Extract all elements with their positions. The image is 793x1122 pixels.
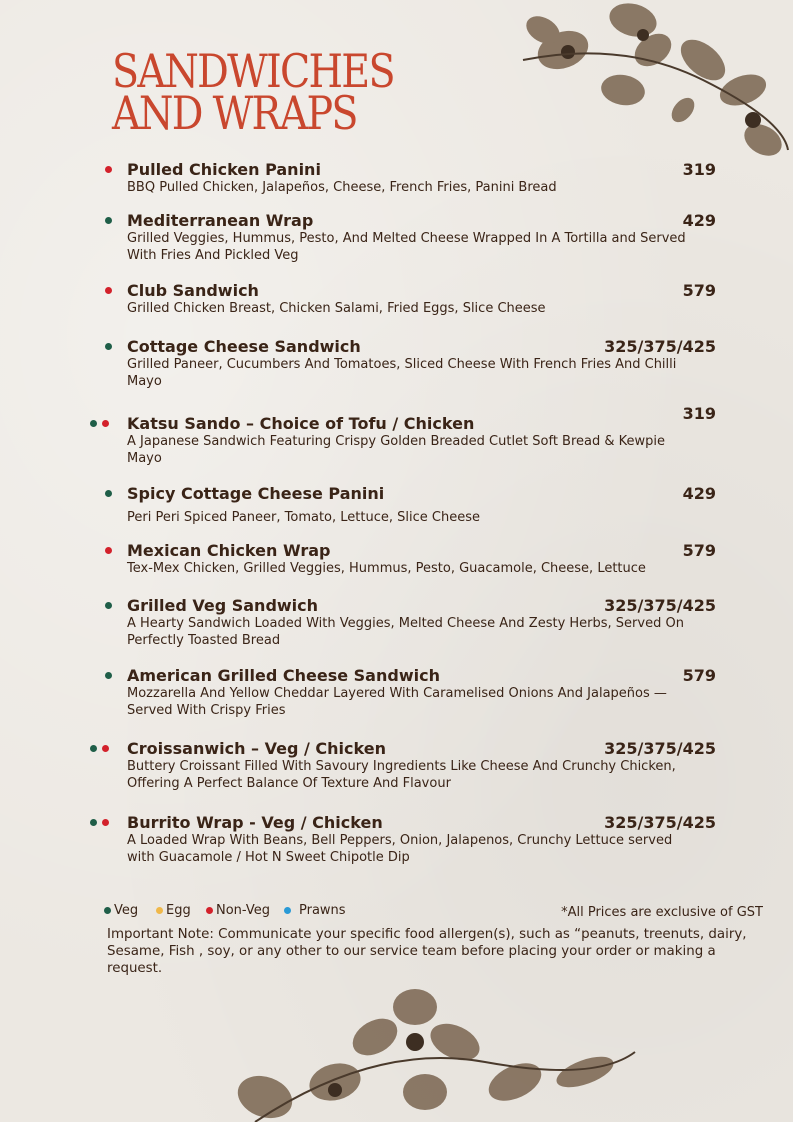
veg-dot-icon — [90, 819, 97, 826]
item-description: Grilled Chicken Breast, Chicken Salami, Fried Eggs, Slice Cheese — [127, 301, 546, 316]
item-price: 429 — [682, 211, 716, 230]
gst-note: *All Prices are exclusive of GST — [561, 905, 763, 920]
title-line-1: SANDWICHES — [112, 44, 394, 98]
item-price: 579 — [682, 281, 716, 300]
item-name: Club Sandwich — [127, 281, 259, 300]
item-name: Mediterranean Wrap — [127, 211, 314, 230]
legend-veg — [104, 903, 138, 918]
diet-indicators — [90, 819, 109, 826]
item-description: Mozzarella And Yellow Cheddar Layered With Caramelised Onions And Jalapeños — Served With Crispy Fries — [127, 686, 667, 718]
veg-dot-icon — [105, 602, 112, 609]
item-price: 319 — [682, 404, 716, 423]
legend-non-veg-label: Non-Veg — [216, 903, 270, 918]
item-description: A Hearty Sandwich Loaded With Veggies, Melted Cheese And Zesty Herbs, Served On Perfectly Toasted Bread — [127, 616, 684, 648]
item-name: Mexican Chicken Wrap — [127, 541, 331, 560]
non-veg-dot-icon — [105, 166, 112, 173]
item-name: Cottage Cheese Sandwich — [127, 337, 361, 356]
diet-indicators — [105, 217, 112, 224]
item-price: 325/375/425 — [604, 337, 716, 356]
non-veg-dot-icon — [105, 547, 112, 554]
legend-veg-label: Veg — [114, 903, 139, 918]
item-name: Croissanwich – Veg / Chicken — [127, 739, 386, 758]
item-price: 319 — [682, 160, 716, 179]
diet-indicators — [105, 343, 112, 350]
veg-dot-icon — [90, 745, 97, 752]
egg-dot-icon — [156, 907, 163, 914]
legend-prawns — [284, 903, 346, 918]
veg-dot-icon — [105, 343, 112, 350]
legend-egg — [156, 903, 191, 918]
item-description: Grilled Veggies, Hummus, Pesto, And Melted Cheese Wrapped In A Tortilla and Served With Fries And Pickled Veg — [127, 231, 686, 263]
legend-egg-label: Egg — [166, 903, 191, 918]
item-name: Katsu Sando – Choice of Tofu / Chicken — [127, 414, 475, 433]
legend-non-veg — [206, 903, 270, 918]
veg-dot-icon — [105, 672, 112, 679]
item-name: Burrito Wrap - Veg / Chicken — [127, 813, 383, 832]
diet-indicators — [90, 420, 109, 427]
diet-indicators — [105, 287, 112, 294]
item-description: Peri Peri Spiced Paneer, Tomato, Lettuce, Slice Cheese — [127, 510, 480, 525]
item-name: Pulled Chicken Panini — [127, 160, 321, 179]
non-veg-dot-icon — [102, 745, 109, 752]
floral-decoration-bottom — [225, 982, 645, 1122]
item-description: Buttery Croissant Filled With Savoury Ingredients Like Cheese And Crunchy Chicken, Offering A Perfect Balance Of Texture And Flavour — [127, 759, 676, 791]
non-veg-dot-icon — [206, 907, 213, 914]
veg-dot-icon — [105, 217, 112, 224]
diet-indicators — [105, 490, 112, 497]
item-name: Grilled Veg Sandwich — [127, 596, 319, 615]
non-veg-dot-icon — [102, 819, 109, 826]
item-price: 325/375/425 — [604, 813, 716, 832]
diet-indicators — [105, 602, 112, 609]
floral-decoration-top — [503, 0, 793, 180]
veg-dot-icon — [104, 907, 111, 914]
item-price: 579 — [682, 541, 716, 560]
diet-indicators — [105, 166, 112, 173]
item-price: 325/375/425 — [604, 739, 716, 758]
non-veg-dot-icon — [105, 287, 112, 294]
diet-indicators — [105, 672, 112, 679]
non-veg-dot-icon — [102, 420, 109, 427]
item-price: 429 — [682, 484, 716, 503]
item-name: American Grilled Cheese Sandwich — [127, 666, 440, 685]
item-price: 325/375/425 — [604, 596, 716, 615]
item-name: Spicy Cottage Cheese Panini — [127, 484, 385, 503]
legend-prawns-label: Prawns — [299, 903, 346, 918]
veg-dot-icon — [90, 420, 97, 427]
allergen-note: Important Note: Communicate your specific food allergen(s), such as “peanuts, treenuts, dairy, Sesame, Fish , soy, or any other to our service team before placing your order or making a request. — [107, 927, 747, 976]
diet-indicators — [90, 745, 109, 752]
diet-indicators — [105, 547, 112, 554]
item-price: 579 — [682, 666, 716, 685]
item-description: Grilled Paneer, Cucumbers And Tomatoes, Sliced Cheese With French Fries And Chilli Mayo — [127, 357, 677, 389]
veg-dot-icon — [105, 490, 112, 497]
item-description: A Japanese Sandwich Featuring Crispy Golden Breaded Cutlet Soft Bread & Kewpie Mayo — [127, 434, 666, 466]
item-description: Tex-Mex Chicken, Grilled Veggies, Hummus, Pesto, Guacamole, Cheese, Lettuce — [127, 561, 646, 576]
title-line-2: AND WRAPS — [112, 86, 357, 140]
item-description: A Loaded Wrap With Beans, Bell Peppers, Onion, Jalapenos, Crunchy Lettuce served with Guacamole / Hot N Sweet Chipotle Dip — [127, 833, 673, 865]
page-title — [112, 44, 394, 140]
item-description: BBQ Pulled Chicken, Jalapeños, Cheese, French Fries, Panini Bread — [127, 180, 557, 195]
prawns-dot-icon — [284, 907, 291, 914]
